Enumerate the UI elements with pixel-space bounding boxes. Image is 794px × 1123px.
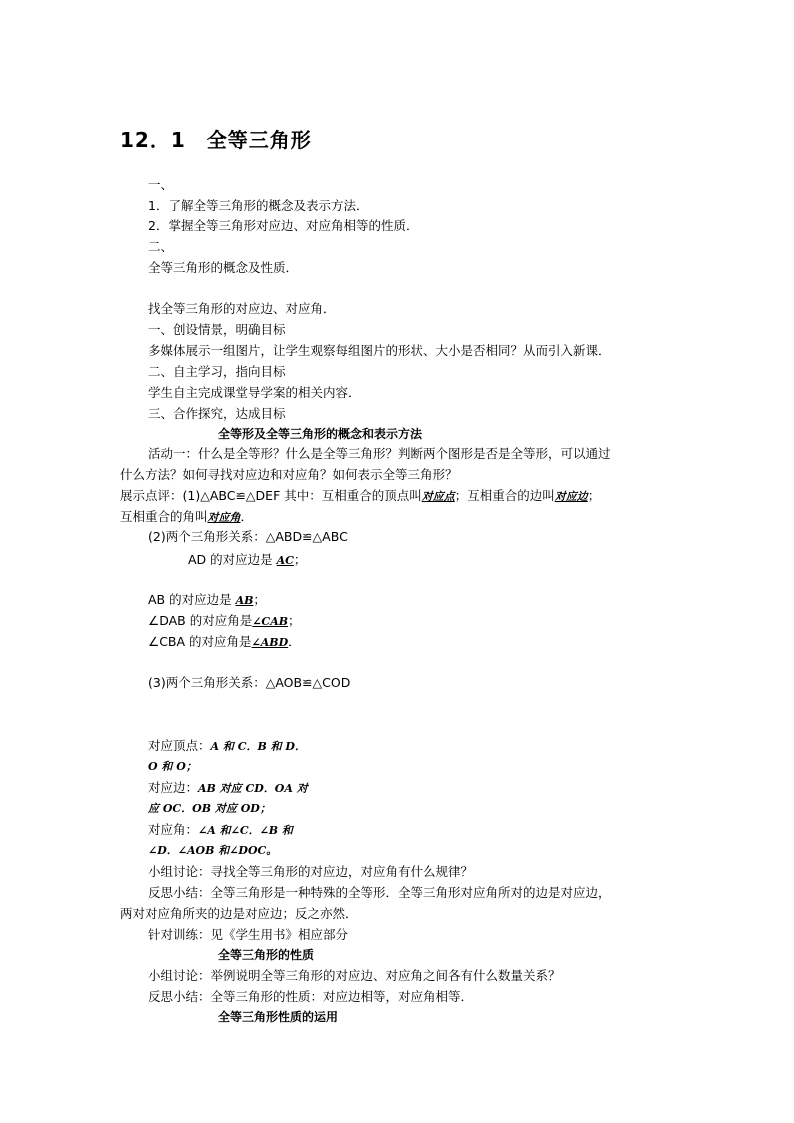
- angle-line-1: [148, 821, 293, 840]
- dab-correspondence: [148, 612, 301, 631]
- group-discussion-2: 小组讨论：举例说明全等三角形的对应边、对应角之间各有什么数量关系？: [148, 968, 561, 983]
- cba-correspondence: [148, 633, 301, 652]
- activity-1-line-2: 什么方法？如何寻找对应边和对应角？如何表示全等三角形？: [120, 467, 458, 482]
- reflection-2: 反思小结：全等三角形的性质：对应边相等，对应角相等．: [148, 989, 474, 1004]
- step1-heading: 一、创设情景，明确目标: [148, 322, 286, 337]
- side-answer-2: 应 OC．OB 对应 OD；: [148, 802, 271, 815]
- step3-heading: 三、合作探究，达成目标: [148, 406, 286, 421]
- objective-2: 2．掌握全等三角形对应边、对应角相等的性质．: [148, 218, 419, 233]
- vertex-answer-2: O 和 O；: [148, 760, 197, 773]
- ab-answer: AB: [235, 594, 254, 607]
- subsection-3-title: 全等三角形性质的运用: [218, 1010, 339, 1024]
- dab-end: ；: [288, 613, 301, 628]
- ad-end: ；: [293, 552, 307, 567]
- step2-heading: 二、自主学习，指向目标: [148, 364, 286, 379]
- key-heading: 二、: [148, 239, 174, 254]
- angle-answer-2: ∠D．∠AOB 和∠DOC。: [148, 844, 278, 857]
- ad-correspondence: [188, 551, 306, 570]
- group-discussion-1: 小组讨论：寻找全等三角形的对应边，对应角有什么规律？: [148, 864, 474, 879]
- dab-answer: ∠CAB: [252, 615, 289, 628]
- show-comment-line-2: [120, 508, 253, 527]
- vertex-line-1: [148, 737, 306, 756]
- show-comment-end: ；: [587, 488, 601, 503]
- show-comment-line-1: [120, 487, 600, 506]
- targeted-practice: 针对训练：见《学生用书》相应部分: [148, 927, 349, 942]
- side-line-1: [148, 779, 308, 798]
- page-title: 12．1 全等三角形: [120, 128, 312, 152]
- difficulty-point: 找全等三角形的对应边、对应角．: [148, 301, 336, 316]
- reflection-1-line-2: 两对对应角所夹的边是对应边；反之亦然．: [120, 906, 358, 921]
- vertex-answer-1: A 和 C．B 和 D．: [210, 740, 306, 753]
- ab-label: AB 的对应边是: [148, 592, 236, 607]
- answer-corresponding-side: 对应边: [554, 490, 588, 503]
- relation-2: (2)两个三角形关系：△ABD≌△ABC: [148, 529, 348, 544]
- side-answer-1: AB 对应 CD．OA 对: [198, 782, 308, 795]
- dab-label: ∠DAB 的对应角是: [148, 613, 253, 628]
- objectives-heading: 一、: [148, 177, 174, 192]
- objective-1: 1．了解全等三角形的概念及表示方法．: [148, 198, 369, 213]
- angle-label: 对应角：: [148, 822, 199, 837]
- answer-corresponding-vertex: 对应点: [421, 490, 455, 503]
- cba-answer: ∠ABD: [251, 636, 289, 649]
- step2-text: 学生自主完成课堂导学案的相关内容．: [148, 385, 361, 400]
- ab-correspondence: [148, 591, 266, 610]
- relation-3: (3)两个三角形关系：△AOB≌△COD: [148, 675, 351, 690]
- step1-text: 多媒体展示一组图片，让学生观察每组图片的形状、大小是否相同？从而引入新课．: [148, 343, 611, 358]
- ab-end: ；: [253, 592, 266, 607]
- ad-answer: AC: [276, 554, 294, 567]
- show-comment-prefix: 展示点评：(1)△ABC≌△DEF 其中：互相重合的顶点叫: [120, 488, 422, 503]
- show-comment-end-2: ．: [240, 509, 254, 524]
- cba-end: ．: [288, 634, 301, 649]
- key-point: 全等三角形的概念及性质．: [148, 260, 299, 275]
- show-comment-mid: ；互相重合的边叫: [454, 488, 555, 503]
- side-label: 对应边：: [148, 780, 199, 795]
- ad-label: AD 的对应边是: [188, 552, 277, 567]
- answer-corresponding-angle: 对应角: [207, 511, 241, 524]
- angle-answer-1: ∠A 和∠C．∠B 和: [198, 824, 293, 837]
- vertex-label: 对应顶点：: [148, 738, 211, 753]
- subsection-1-title: 全等形及全等三角形的概念和表示方法: [218, 427, 423, 441]
- subsection-2-title: 全等三角形的性质: [218, 948, 315, 962]
- show-comment-prefix-2: 互相重合的角叫: [120, 509, 208, 524]
- cba-label: ∠CBA 的对应角是: [148, 634, 252, 649]
- activity-1-line-1: 活动一：什么是全等形？什么是全等三角形？判断两个图形是否是全等形，可以通过: [148, 446, 611, 461]
- reflection-1-line-1: 反思小结：全等三角形是一种特殊的全等形．全等三角形对应角所对的边是对应边，: [148, 885, 611, 900]
